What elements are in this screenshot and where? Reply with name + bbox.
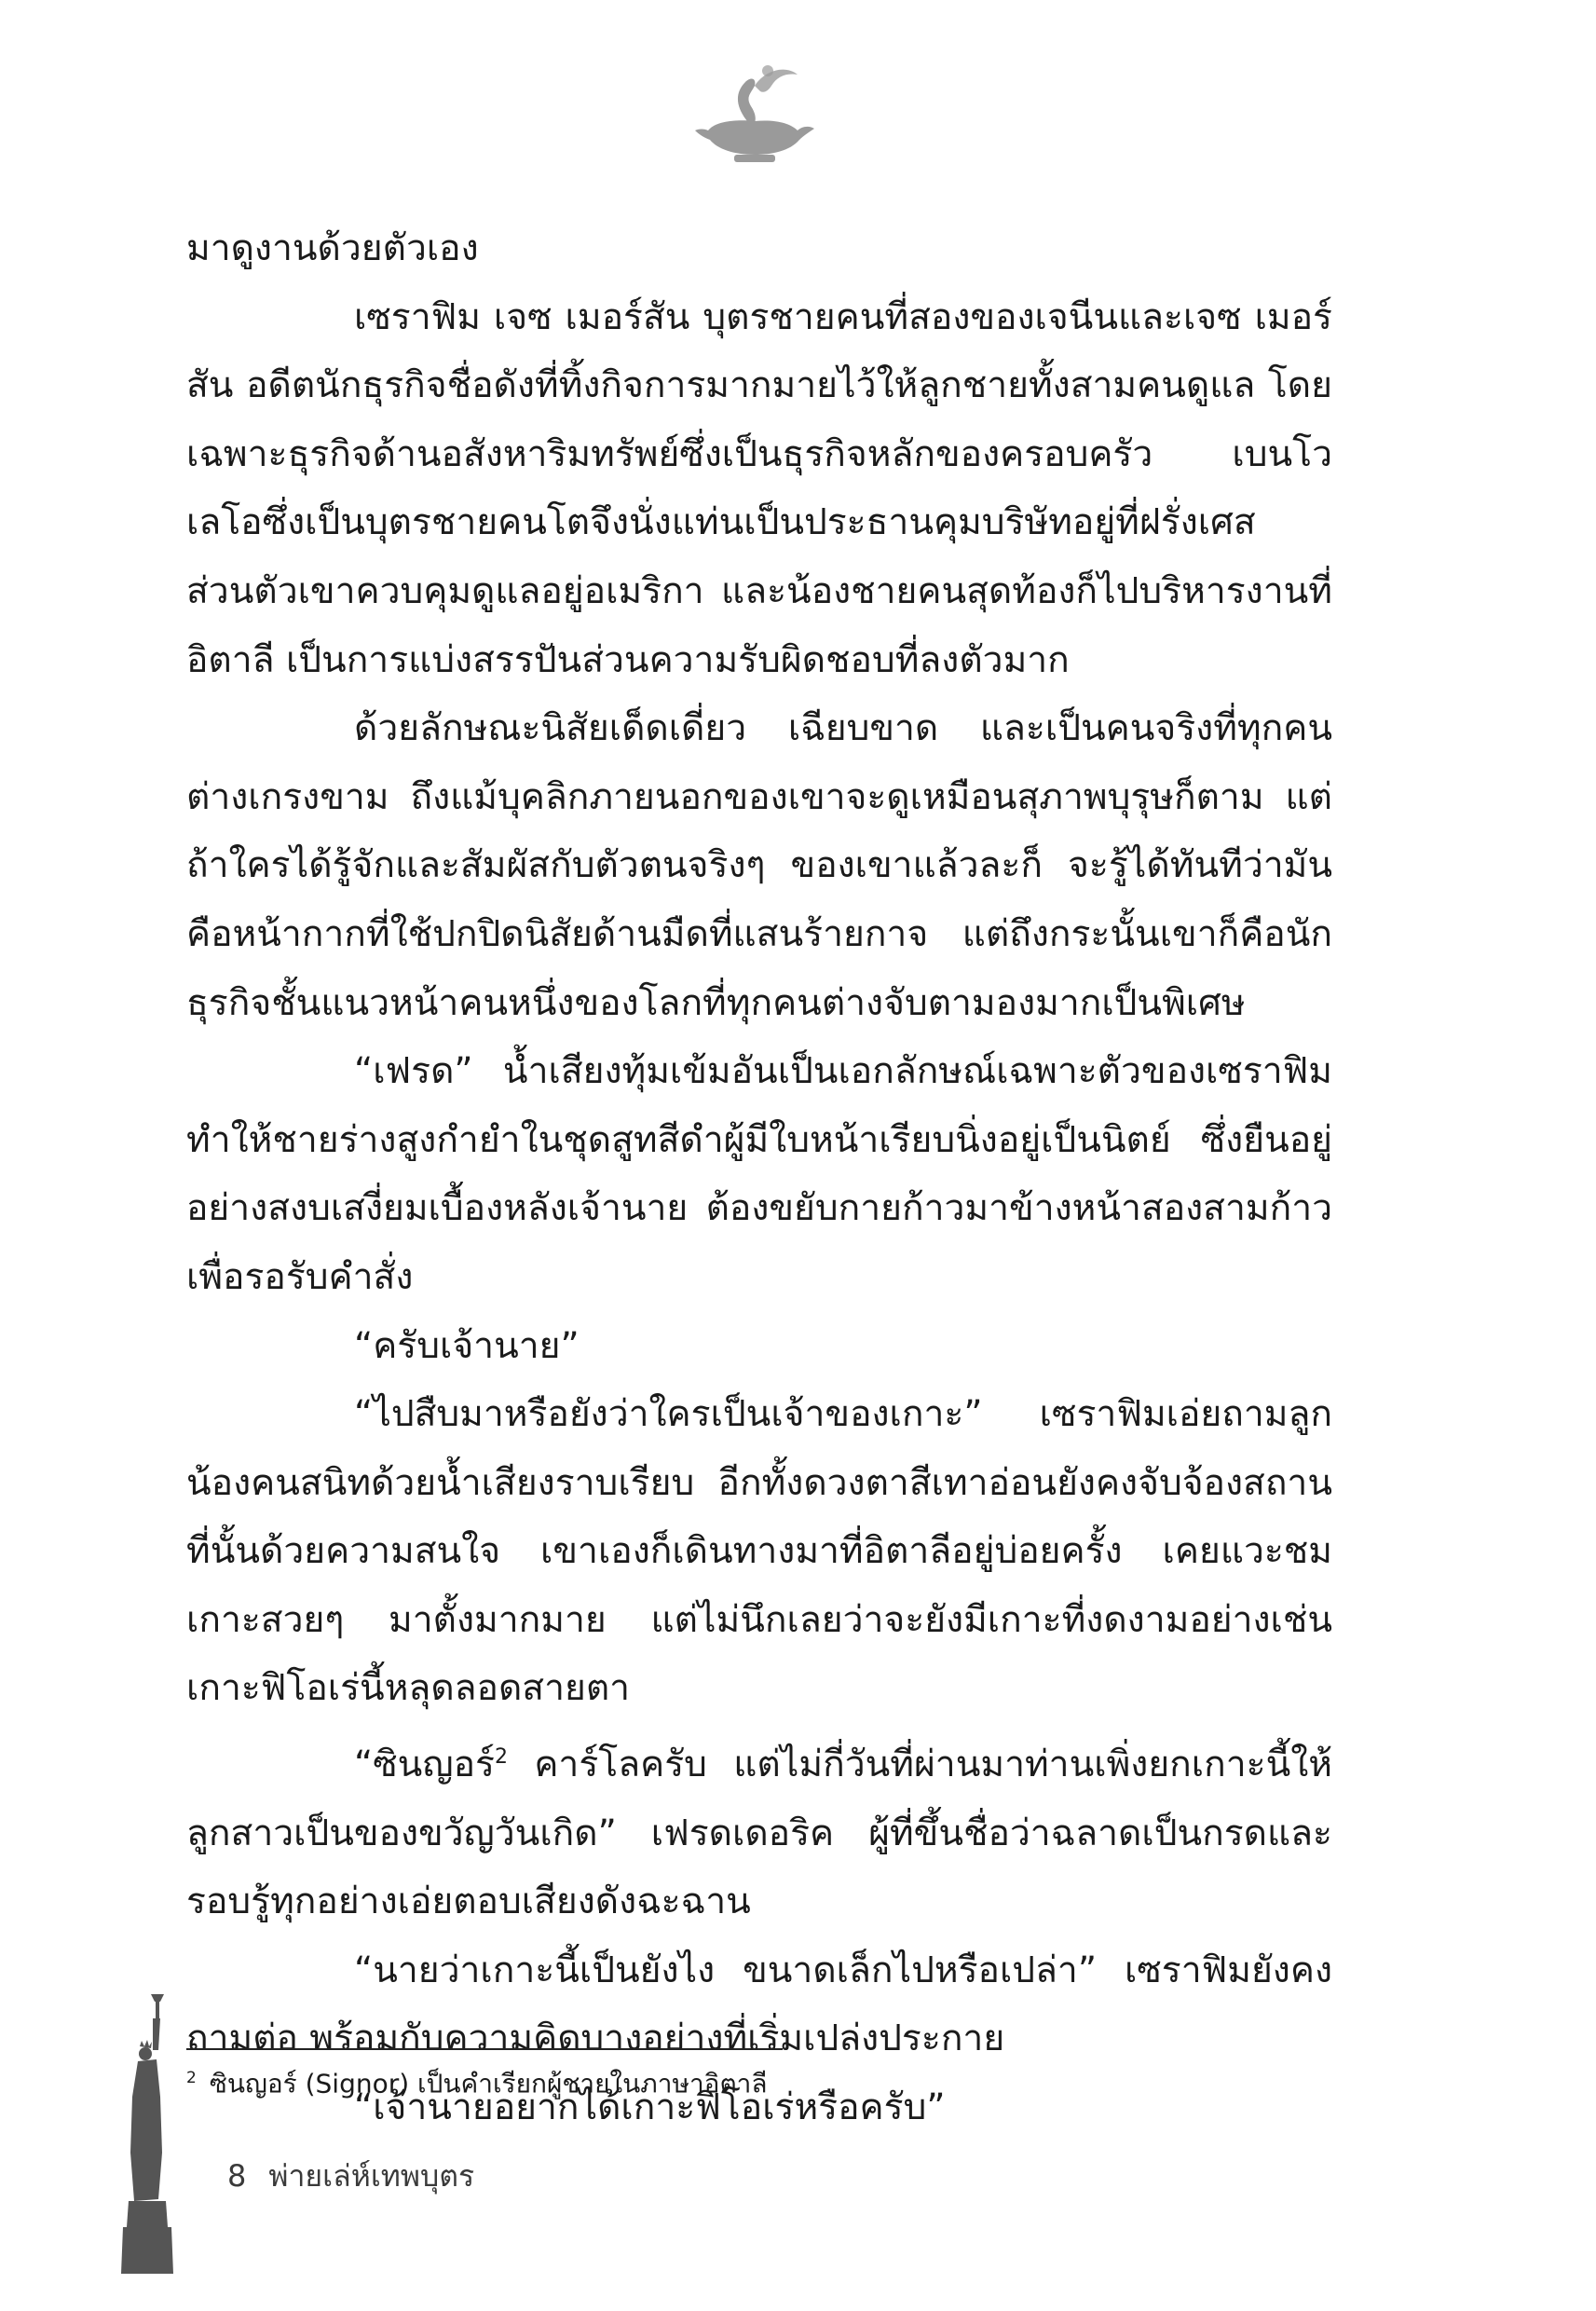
footnote bbox=[186, 2059, 1025, 2102]
paragraph-5: “ครับเจ้านาย” bbox=[354, 1324, 580, 1367]
book-title: พ่ายเล่ห์เทพบุตร bbox=[268, 2158, 475, 2194]
footnote-divider bbox=[186, 2048, 783, 2050]
body-text bbox=[186, 214, 1332, 2142]
page-footer bbox=[227, 2153, 474, 2200]
footnote-text: ซินญอร์ (Signor) เป็นคำเรียกผู้ชายในภาษาอิตาลี bbox=[209, 2068, 768, 2099]
genie-lamp-icon bbox=[689, 56, 820, 168]
statue-of-liberty-icon bbox=[119, 1994, 175, 2274]
paragraph-7 bbox=[186, 1723, 1332, 1936]
footnote-number: 2 bbox=[186, 2069, 197, 2087]
paragraph-1: มาดูงานด้วยตัวเอง bbox=[186, 227, 479, 269]
paragraph-3: ด้วยลักษณะนิสัยเด็ดเดี่ยว เฉียบขาด และเป็นคนจริงที่ทุกคนต่างเกรงขาม ถึงแม้บุคลิกภายนอกของเขาจะดูเหมือนสุภาพบุรุษก็ตาม แต่ถ้าใครได้รู้จักและสัมผัสกับตัวตนจริงๆ ของเขาแล้วละก็ จะรู้ได้ทันทีว่ามันคือหน้ากากที่ใช้ปกปิดนิสัยด้านมืดที่แสนร้ายกาจ แต่ถึงกระนั้นเขาก็คือนักธุรกิจชั้นแนวหน้าคนหนึ่งของโลกที่ทุกคนต่างจับตามองมากเป็นพิเศษ bbox=[186, 707, 1332, 1024]
paragraph-2: เซราฟิม เจซ เมอร์สัน บุตรชายคนที่สองของเจนีนและเจซ เมอร์สัน อดีตนักธุรกิจชื่อดังที่ทิ้งกิจการมากมายไว้ให้ลูกชายทั้งสามคนดูแล โดยเฉพาะธุรกิจด้านอสังหาริมทรัพย์ซึ่งเป็นธุรกิจหลักของครอบครัว เบนโวเลโอซึ่งเป็นบุตรชายคนโตจึงนั่งแท่นเป็นประธานคุมบริษัทอยู่ที่ฝรั่งเศส ส่วนตัวเขาควบคุมดูแลอยู่อเมริกา และน้องชายคนสุดท้องก็ไปบริหารงานที่อิตาลี เป็นการแบ่งสรรปันส่วนความรับผิดชอบที่ลงตัวมาก bbox=[186, 295, 1332, 681]
footnote-reference: 2 bbox=[494, 1745, 508, 1770]
paragraph-8: “นายว่าเกาะนี้เป็นยังไง ขนาดเล็กไปหรือเปล่า” เซราฟิมยังคงถามต่อ พร้อมกับความคิดบางอย่างที่เริ่มเปล่งประกาย bbox=[186, 1949, 1332, 2060]
paragraph-7-text-after: คาร์โลครับ แต่ไม่กี่วันที่ผ่านมาท่านเพิ่งยกเกาะนี้ให้ลูกสาวเป็นของขวัญวันเกิด” เฟรดเดอริค ผู้ที่ขึ้นชื่อว่าฉลาดเป็นกรดและรอบรู้ทุกอย่างเอ่ยตอบเสียงดังฉะฉาน bbox=[186, 1744, 1332, 1923]
paragraph-4: “เฟรด” น้ำเสียงทุ้มเข้มอันเป็นเอกลักษณ์เฉพาะตัวของเซราฟิมทำให้ชายร่างสูงกำยำในชุดสูทสีดำผู้มีใบหน้าเรียบนิ่งอยู่เป็นนิตย์ ซึ่งยืนอยู่อย่างสงบเสงี่ยมเบื้องหลังเจ้านาย ต้องขยับกายก้าวมาข้างหน้าสองสามก้าวเพื่อรอรับคำสั่ง bbox=[186, 1050, 1332, 1298]
paragraph-6: “ไปสืบมาหรือยังว่าใครเป็นเจ้าของเกาะ” เซราฟิมเอ่ยถามลูกน้องคนสนิทด้วยน้ำเสียงราบเรียบ อีกทั้งดวงตาสีเทาอ่อนยังคงจับจ้องสถานที่นั้นด้วยความสนใจ เขาเองก็เดินทางมาที่อิตาลีอยู่บ่อยครั้ง เคยแวะชมเกาะสวยๆ มาตั้งมากมาย แต่ไม่นึกเลยว่าจะยังมีเกาะที่งดงามอย่างเช่นเกาะฟิโอเร่นี้หลุดลอดสายตา bbox=[186, 1393, 1332, 1710]
paragraph-9: “เจ้านายอยากได้เกาะฟิโอเร่หรือครับ” bbox=[354, 2086, 946, 2129]
paragraph-7-text-before: “ซินญอร์ bbox=[354, 1744, 495, 1786]
page-number: 8 bbox=[227, 2158, 247, 2194]
